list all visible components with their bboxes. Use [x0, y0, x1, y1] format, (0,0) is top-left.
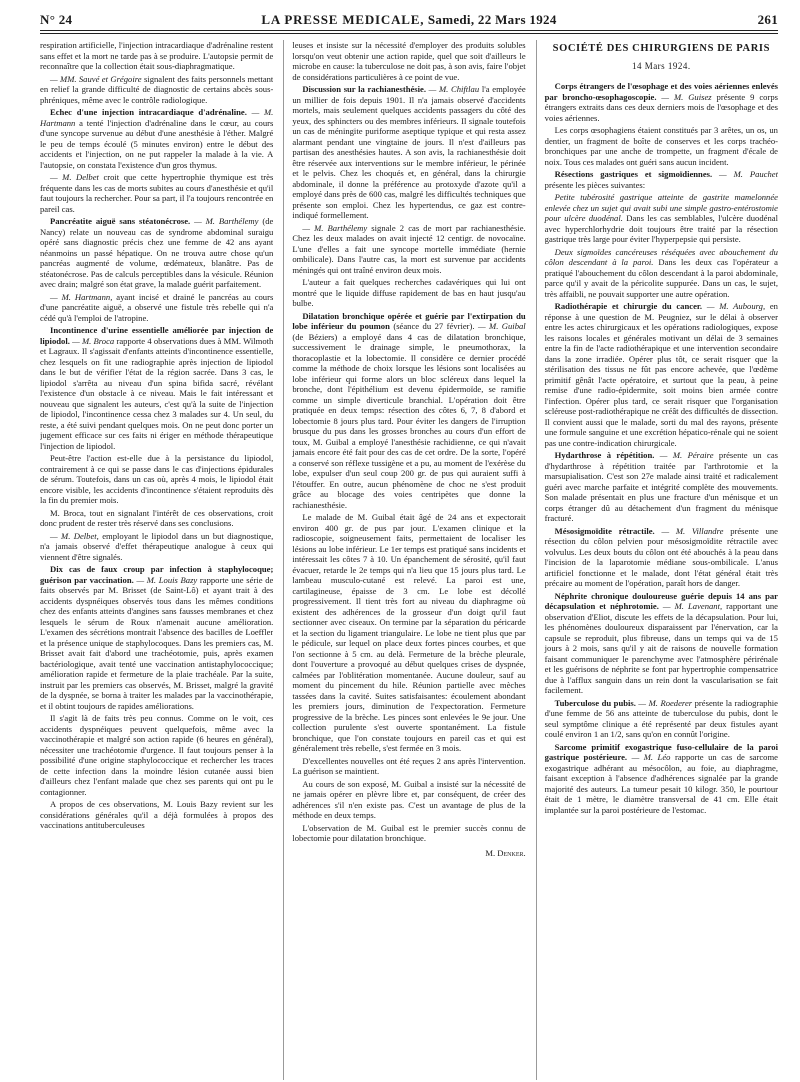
author-name: — M. Pauchet [712, 169, 778, 179]
paragraph-text: présente la radiographie d'une femme de 56 ans atteinte de tuberculose du pubis, dont le seul symptôme clinique a été représenté par deux fistules ayant coulé environ 1 an 1/2, sans qu'on en connût l'origine. [544, 697, 778, 739]
paragraph-text: a tenté l'injection d'adrénaline dans le cœur, au cours d'une syncope survenue au début d'une anesthésie à l'éther. Malgré le peu de temps écoulé (5 minutes environ) entre le début des accidents et l'injection, on ne put rappeler la malade à la vie. A l'autopsie, on constata l'existence d'un gros thymus. [40, 117, 274, 170]
author-name: — M. Delbet [50, 172, 99, 182]
author-name: — M. Barthélemy [190, 216, 259, 226]
author-name: — M. Aubourg, [702, 301, 766, 311]
paragraph: L'auteur a fait quelques recherches cadavériques qui lui ont montré que le liquide diffuse rapidement de bas en haut jusqu'au bulbe. [292, 277, 526, 308]
article-title: Néphrite chronique douloureuse guérie depuis 14 ans par décapsulation et néphrotomie. [544, 590, 778, 611]
article-title: Discussion sur la rachianesthésie. [302, 84, 426, 94]
text-columns [40, 40, 778, 1080]
specimen-caption: Deux sigmoïdes cancéreuses réséquées avec abouchement du côlon descendant à la paroi. [544, 246, 778, 267]
paragraph [40, 292, 273, 324]
article-title: Tuberculose du pubis. [554, 697, 636, 708]
paragraph-text: rapporte 4 observations dues à MM. Wilmoth et Lagraux. Il s'agissait d'enfants atteints d'incontinence essentielle, chez lesquels on fit une radiographie après injection de lipiodol dans le but de vérifier l'état de la région sacrée. Dans 3 cas, le lipiodol s'arrêta au niveau d'un spina bifida sacré, révélant l'existence d'un obstacle à ce niveau. Mais le fait intéressant et nouveau que signalent les auteurs, c'est qu'à la suite de l'injection de lipiodol, l'incontinence cessa chez 3 malades sur 4. Un seul, du reste, a été suivi pendant quelques mois. On ne peut donc porter un jugement efficace sur ces faits ni ériger en méthode thérapeutique l'injection de lipiodol. [40, 335, 274, 451]
column-3 [536, 40, 778, 1080]
paragraph [40, 531, 273, 563]
paragraph [545, 192, 778, 245]
paragraph [545, 591, 778, 696]
author-name: — M. Guisez [656, 91, 712, 102]
paragraph-text: signale 2 cas de mort par rachianesthésie. Chez les deux malades on avait injecté 12 centigr. de novocaïne. L'une d'elles a fait une syncope mortelle immédiate (hernie ombilicale). Dans l'autre cas, la mort est survenue par accidents méningés qui ont traîné environ deux mois. [292, 222, 526, 275]
paragraph [545, 450, 778, 524]
paragraph: Le malade de M. Guibal était âgé de 24 ans et expectorait environ 400 gr. de pus par jour. L'examen clinique et la radioscopie, soigneusement faits, permettaient de localiser les lésions au lobe inférieur. Le 1er temps est pratiqué sans incidents et intéressait les côtes 7 à 10. Un épanchement de sérosité, qu'il faut évacuer, retarde le 2e temps qui n'a lieu que 15 jours plus tard. Le lambeau musculo-cutané est relevé. La paroi est une, cartilagineuse, épaisse de 3 cm. Le lobe est décollé progressivement. Il tient très fort au niveau du diaphragme où existent des adhérences de la grosseur d'un doigt qu'il faut sectionner avec ciseaux. On termine par la séparation du péricarde et la section du ligament triangulaire. Le lobe ne tient plus que par le pédicule, sur lequel on place deux fortes pinces courbes, et que l'on sectionne à 5 cm. au delà. Fermeture de la brèche pleurale, dont l'ouverture a provoqué au début quelques crises de dyspnée, calmées par l'oblitération momentanée. Aucune douleur, sauf au moment du pincement du hile. Réunion partielle avec mèches tassées dans la cavité. Suites satisfaisantes: écoulement abondant les premiers jours, diminution de l'expectoration. Fermeture progressive de la brèche. Les pinces sont enlevées le 9e jour. Une collection purulente s'est ouverte spontanément. La fistule bronchique, que l'on constate toujours en pareil cas et qui est généralement très rebelle, s'est fermée en 3 mois. [292, 512, 526, 753]
column-1 [40, 40, 273, 1080]
paragraph [545, 301, 778, 448]
author-name: — M. Péraire [654, 450, 714, 460]
article-title: Dilatation bronchique opérée et guérie par l'extirpation du lobe inférieur du poumon [292, 310, 526, 331]
paragraph-text: présente une résection du côlon pelvien pour mésosigmoïdite rétractile avec volvulus. Les deux bouts du côlon ont été abouchés à la peau dans l'incision de la laparotomie médiane sous-ombilicale. L'anus artificiel fonctionne et le malade, dont l'état général était très précaire au moment de l'opération, paraît hors de danger. [544, 525, 778, 588]
author-name: — M. Léo [627, 752, 671, 762]
header-rule [40, 30, 778, 34]
paragraph [40, 325, 273, 451]
paragraph: Au cours de son exposé, M. Guibal a insisté sur la nécessité de ne jamais opérer en plèvre libre et, par conséquent, de créer des adhérences s'il n'en existe pas. C'est un avantage de plus de la méthode en deux temps. [292, 778, 526, 820]
paragraph-text: rapportant une observation d'Eliot, discute les effets de la décapsulation. Pour lui, les phénomènes douloureux disparaissent par l'énervation, car la capsule se reproduit, plus fibreuse, dans un temps qui va de 15 jours à 2 mois, sans qu'il y ait de raisons de nouvelle formation faisant communiquer le parenchyme avec l'atmosphère périrénale et les guérisons de néphrite se font par hypertrophie compensatrice due à l'afflux sanguin dans un rein dont la vascularisation se fait facilement. [544, 601, 778, 695]
paragraph-text: présente 9 corps étrangers extraits dans ces deux derniers mois de l'œsophage et des voies aériennes. [544, 91, 778, 123]
article-title: Incontinence d'urine essentielle améliorée par injection de lipiodol. [40, 325, 274, 346]
paragraph-text: rapporte un cas de sarcome exogastrique adhérant au mésocôlon, au foie, au diaphragme, faisant exception à l'absence d'adhérences signalée par la grande majorité des auteurs. La tumeur pesait 10 kilogr. 350, le pourtour était de 1 mètre, le diamètre transversal de 41 cm. Elle était implantée sur la paroi postérieure de l'estomac. [544, 752, 778, 815]
journal-title [40, 12, 778, 28]
issue-number: N° 24 [40, 12, 73, 27]
paragraph [545, 247, 778, 300]
paragraph-text: présente un cas d'hydarthrose à répétition traitée par l'arthrotomie et la marsupialisation. C'est son 27e malade ainsi traité et radicalement guéri avec marche parfaite et intégrité complète des mouvements. Son malade présentait en plus une fracture d'un ménisque et un corps étranger dû au détachement d'un fragment du ménisque fracturé. [544, 450, 778, 523]
paragraph-text: rapporte une série de faits observés par M. Brisset (de Saint-Lô) et ayant trait à des accidents dyspnéiques observés tous dans les mêmes conditions chez des enfants atteints d'angines sans fausses membranes et chez lesquels le sérum de Roux n'amenait aucune amélioration. L'examen des sécrétions montrait l'absence des bacilles de Loeffler et la présence unique de staphylocoques. Dans les premiers cas, M. Brisset avait fait d'abord une trachéotomie, puis, après examen bactériologique, avait tenté une vaccination antistaphylococcique; amélioration rapide et fermeture de la plaie trachéale. Par la suite, instruit par les premiers cas observés, M. Brisset, malgré la gravité de la dyspnée, se borna à traiter les malades par la vaccinothérapie, et il obtint toujours de rapides améliorations. [40, 574, 274, 711]
paragraph: A propos de ces observations, M. Louis Bazy revient sur les considérations générales qu'il a déjà formulées à propos des vaccinations antituberculeuses [40, 799, 274, 830]
author-name: — M. Roederer [635, 697, 693, 708]
specimen-caption: Petite tubérosité gastrique atteinte de gastrite mamelonnée enlevée chez un sujet qui avait subi une simple gastro-entérostomie pour ulcère duodénal. [544, 192, 778, 223]
author-name: — M. Delbet, [50, 530, 99, 541]
paragraph [545, 526, 778, 589]
author-name: — M. Broca [69, 335, 115, 346]
author-name: — M. Villandre [654, 525, 724, 536]
paragraph [545, 169, 778, 190]
paragraph-text: employant le lipiodol dans un but diagnostique, n'a jamais observé d'effet thérapeutique analogue à ceux qui viennent d'être signalés. [40, 530, 274, 562]
paragraph [40, 216, 273, 290]
paragraph: Peut-être l'action est-elle due à la persistance du lipiodol, contrairement à ce qui se passe dans le cas d'injections épidurales de sérum. Toutefois, dans un cas où, après 4 mois, le lipiodol était encore visible, les accidents d'incontinence s'étaient reproduits dès la fin du premier mois. [40, 453, 274, 505]
paragraph-text: signalent des faits personnels mettant en relief la grande difficulté de diagnostic de certains abcès sous-phréniques, même avec le contrôle radiologique. [40, 73, 274, 105]
signature: M. Denker. [485, 847, 526, 858]
paragraph [40, 564, 273, 711]
paragraph-text: en réponse à une question de M. Peugniez, sur le délai à observer entre les actes chirurgicaux et les opérations radiologiques, expose les raisons locales et générales motivant un délai de 3 semaines entre la fin de l'acte radiothérapique et une intervention secondaire dans la zone irradiée. Opérer plus tôt, ce serait risquer que la stérilisation des tissus ne fût pas encore achevée, que l'œdème primitif gênât l'acte opératoire, et surtout que la peau, à peine remise d'une radio-épidermite, soit moins bien armée contre l'infection. Opérer plus tard, ce serait risquer que l'organisation scléreuse post-radiothérapique ne créât des difficultés de dissection. Il convient aussi que le malade, sorti du mal des rayons, présente une formule sanguine et une excrétion hépatico-rénale qui ne soient pas une contre-indication chirurgicale. [544, 301, 778, 448]
paragraph-text: croit que cette hypertrophie thymique est très fréquente dans les cas de morts subites au cours d'anesthésie et qu'il faut toujours la rechercher. Pour sa part, il l'a toujours rencontrée en pareil cas. [40, 172, 274, 214]
paragraph-text: ayant incisé et drainé le pancréas au cours d'une pancréatite aiguë, a observé une fistule très rebelle qui n'a cédé qu'à l'emploi de l'atropine. [40, 291, 274, 323]
paragraph [545, 81, 778, 123]
author-name: — M. Barthélemy [302, 222, 368, 233]
author-name: — M. Hartmann [40, 107, 274, 128]
paragraph: Il s'agit là de faits très peu connus. Comme on le voit, ces accidents dyspnéiques peuvent quelquefois, même avec la vaccinothérapie et malgré son action rapide (6 heures en général), nécessiter une trachéotomie d'urgence. Il faut toujours penser à la possibilité d'une origine staphylococcique et rechercher les traces de cette infection dans la moindre lésion cutanée aussi bien d'ailleurs chez l'enfant malade que chez ses parents qui ont pu le contagionner. [40, 713, 274, 797]
paragraph [40, 107, 273, 170]
article-title: Hydarthrose à répétition. [554, 450, 655, 460]
paragraph [40, 74, 273, 106]
paragraph [292, 84, 525, 221]
paragraph: leuses et insiste sur la nécessité d'employer des produits solubles lorsqu'on veut obtenir une action rapide, quel que soit d'ailleurs le microbe en cause: la tuberculose ne doit pas, à son avis, faire l'objet de considérations particulières à ce point de vue. [292, 40, 526, 82]
article-title: Corps étrangers de l'œsophage et des voies aériennes enlevés par broncho-œsophagoscopie. [544, 81, 778, 102]
session-note: (séance du 27 février). [389, 321, 475, 331]
author-name: — M. Lavenant, [658, 601, 723, 611]
paragraph [545, 698, 778, 740]
paragraph-text: (de Nancy) relate un nouveau cas de syndrome abdominal suraigu opéré sans diagnostic précis chez une femme de 42 ans ayant néanmoins un passé hépatique. On ne trouva autre chose qu'un pancréas augmenté de volume, œdémateux, blanâtre. Pas de stéatonécrose. Pas de calculs perceptibles dans la vésicule. Réunion avec drain; malgré son état grave, la malade guérit parfaitement. [40, 216, 274, 289]
paragraph-text: Dans les cas semblables, l'ulcère duodénal avec hyperchlorhydrie doit toujours être traité par la résection gastrique très large pour éviter l'hyperpepsie qui persiste. [544, 213, 778, 244]
journal-name: LA PRESSE MEDICALE, [261, 12, 425, 27]
author-name: — M. Hartmann, [50, 291, 113, 302]
paragraph [292, 311, 525, 511]
paragraph-text: (de Béziers) a employé dans 4 cas de dilatation bronchique, successivement le drainage simple, le pneumothorax, la thoracoplastie et la lobectomie. Il considère ce dernier procédé comme la méthode de choix lorsque les lésions sont localisées au lobe inférieur qui forme alors un bloc scléreux dans lequel la bronche, dont l'épithélium est devenu épidermoïde, se ramifie comme un simple diverticule branchial. L'opération doit être pratiquée en deux temps: résection des côtes 6, 7, 8 d'abord et lobectomie 8 jours plus tard. Pour éviter les dangers de l'irruption brusque du pus dans les grosses bronches au cours d'un effort de toux, M. Guibal a employé l'anesthésie rachidienne, ce qui n'avait jamais encore été fait pour des cas de cet ordre. De la sorte, l'opéré a conservé son réflexe tussigène et a pu, au moment de l'exérèse du lobe, expulser d'un seul coup 200 gr. de pus qui auraient suffi à l'étouffer. En outre, aucun phénomène de choc ne s'est produit grâce au blocage des voies centripètes que donne la rachianesthésie. [292, 331, 526, 510]
paragraph-text: l'a employée un millier de fois depuis 1901. Il n'a jamais observé d'accidents mortels, mais seulement quelques accidents passagers du côté des yeux, des sphincters ou des membres inférieurs. Il signale toutefois un cas de méningite puriforme aseptique typique et qui resta assez alarmant pendant une vingtaine de jours. Il n'est d'ailleurs pas partisan des anesthésies hautes. A son avis, la rachianesthésie doit être réservée aux interventions sur le membre inférieur, le périnée et le pelvis. Chez les choqués et, en général, dans la chirurgie abdominale, il donne la préférence au protoxyde d'azote qu'il a employé dans près de 600 cas, malgré les difficultés techniques que présente son emploi. Chez les hypertendus, ce gaz est contre-indiqué formellement. [292, 84, 526, 220]
author-name: — MM. Sauvé et Grégoire [50, 73, 142, 84]
article-title: Sarcome primitif exogastrique fuso-cellulaire de la paroi gastrique postérieure. [544, 741, 778, 762]
paragraph: D'excellentes nouvelles ont été reçues 2 ans après l'intervention. La guérison se maintient. [292, 755, 526, 776]
paragraph-text: présente les pièces suivantes: [544, 179, 646, 190]
section-date: 14 Mars 1924. [631, 60, 691, 71]
article-title: Résections gastriques et sigmoïdiennes. [554, 169, 713, 179]
article-title: Dix cas de faux croup par infection à staphylocoque; guérison par vaccination. [40, 564, 274, 585]
paragraph-text: Dans les deux cas l'opérateur a pratiqué l'abouchement du côlon descendant à la paroi abdominale, parce qu'il y avait de la péricolite suppurée. Dans un cas, le sujet, très affaibli, ne pouvait supporter une autre opération. [544, 257, 778, 299]
paragraph: Les corps œsophagiens étaient constitués par 3 arêtes, un os, un dentier, un fragment de boîte de conserves et les corps trachéo-bronchiques par une anche de trompette, un fragment d'écale de noix. Tous ces malades ont guéri sans aucun incident. [544, 125, 778, 167]
paragraph: M. Broca, tout en signalant l'intérêt de ces observations, croit donc prudent de rester très réservé dans ses conclusions. [40, 507, 274, 528]
column-2 [283, 40, 525, 1080]
article-title: Echec d'une injection intracardiaque d'adrénaline. [50, 107, 247, 117]
section-heading: SOCIÉTÉ DES CHIRURGIENS DE PARIS [552, 43, 771, 54]
paragraph [545, 742, 778, 816]
page-header [40, 10, 778, 30]
article-title: Pancréatite aiguë sans stéatonécrose. [50, 216, 191, 226]
issue-date: Samedi, 22 Mars 1924 [427, 12, 557, 27]
article-title: Radiothérapie et chirurgie du cancer. [554, 301, 703, 311]
paragraph [292, 223, 525, 276]
article-title: Mésosigmoïdite rétractile. [554, 525, 655, 536]
author-name: — M. Chiftlau [426, 84, 480, 94]
paragraph: L'observation de M. Guibal est le premier succès connu de lobectomie pour dilatation bronchique. [292, 822, 526, 843]
author-name: — M. Guibal [474, 321, 526, 331]
author-name: — M. Louis Bazy [133, 574, 198, 585]
paragraph [40, 172, 273, 214]
page-number: 261 [757, 12, 778, 27]
paragraph: respiration artificielle, l'injection intracardiaque d'adrénaline restent sans effet et la mort ne tarde pas à se produire. L'autopsie permit de reconnaître que la collection était sous-diaphragmatique. [40, 40, 274, 71]
